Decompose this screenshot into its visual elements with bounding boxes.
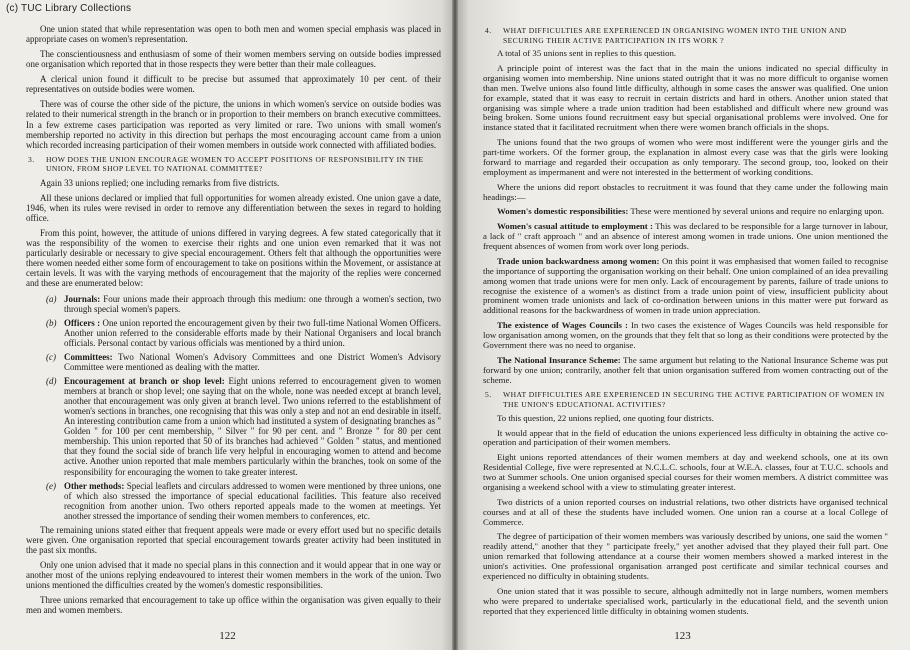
item-text: Special leaflets and circulars addressed to women were mentioned by three unions, one of which also stressed the importance of special educational facilities. This feature also received recognition from another union. Two others reported appeals made to the women at meetings. Yet another stressed the importance of sending their women members to conferences, etc. xyxy=(64,480,441,521)
item-marker: (c) xyxy=(46,351,56,362)
paragraph: One union stated that it was possible to secure, although admittedly not in large numbers, women members who were prepared to undertake specialised work, particularly in the educational field, and the seventh union reported that they experienced little difficulty in obtaining women students. xyxy=(483,585,888,616)
question-number: 5. xyxy=(485,390,492,400)
item-heading: Committees: xyxy=(64,351,113,362)
question-3-heading xyxy=(26,155,441,174)
right-page xyxy=(455,0,910,650)
item-text: Four unions made their approach through this medium: one through a women's section, two through special women's papers. xyxy=(64,293,441,314)
question-text: WHAT DIFFICULTIES ARE EXPERIENCED IN ORGANISING WOMEN INTO THE UNION AND SECURING THEIR ACTIVE PARTICIPATION IN ITS WORK ? xyxy=(503,26,847,45)
question-number: 4. xyxy=(485,26,492,35)
paragraph: The remaining unions stated either that frequent appeals were made or every effort used but no specific details were given. One organisation reported that special encouragement towards greater activity had been instituted in the past six months. xyxy=(26,524,441,555)
paragraph: The conscientiousness and enthusiasm of some of their women members serving on outside bodies impressed one organisation which reported that in those respects they were better than their male colleagues. xyxy=(26,49,441,70)
paragraph: To this question, 22 unions replied, one quoting four districts. xyxy=(497,412,714,423)
obstacle-backwardness xyxy=(483,257,888,316)
paragraph: One union stated that while representation was open to both men and women special emphasis was placed in appropriate cases on women's representation. xyxy=(26,24,441,45)
obstacle-text: The same argument but relating to the National Insurance Scheme was put forward by one union; contrarily, another felt that union organisation suffered from women contracting out of the scheme. xyxy=(483,354,888,385)
question-4-heading xyxy=(483,26,888,45)
paragraph: All these unions declared or implied that full opportunities for women already existed. One union gave a date, 1946, when its rules were revised in order to remove any differentiation between the sexes in regard to holding office. xyxy=(26,192,441,224)
item-marker: (e) xyxy=(46,480,56,491)
page-number: 122 xyxy=(219,630,236,642)
item-marker: (a) xyxy=(46,293,57,304)
obstacle-heading: Trade union backwardness among women: xyxy=(497,255,660,266)
obstacle-text: In two cases the existence of Wages Councils was held responsible for low organisation among women, on the grounds that they felt that so long as their conditions were protected by the Government there was no need to organise. xyxy=(483,320,888,350)
encouragement-methods-list xyxy=(26,294,441,521)
item-marker: (d) xyxy=(46,375,57,386)
item-heading: Encouragement at branch or shop level: xyxy=(64,375,225,386)
list-item-committees xyxy=(26,352,441,372)
paragraph: From this point, however, the attitude of unions differed in varying degrees. A few stated categorically that it was the responsibility of the women to exercise their rights and one union even remarked that it was not particularly desirable or necessary to give special encouragement. Others felt that although the opportunities were there women needed either some form of encouragement to take on positions within the Movement, or assistance at certain levels. It was with the varying methods of encouragement that the majority of the replies were concerned and these are enumerated below: xyxy=(26,228,441,289)
question-text: WHAT DIFFICULTIES ARE EXPERIENCED IN SECURING THE ACTIVE PARTICIPATION OF WOMEN IN THE UNION'S EDUCATIONAL ACTIVITIES? xyxy=(503,390,885,410)
list-item-branch-level xyxy=(26,376,441,477)
paragraph: The degree of participation of their women members was variously described by unions, one said the women " readily attend," another that they " participate freely," yet another advised that they played their full part. One union remarked that following attendance at a course their women members showed a marked interest in the union's activities. One professional organisation arranged post certificate and similar technical courses and experienced no difficulty in obtaining students. xyxy=(483,531,888,581)
obstacle-domestic xyxy=(483,207,888,217)
question-number: 3. xyxy=(28,154,35,164)
paragraph: Eight unions reported attendances of their women members at day and weekend schools, one at its own Residential College, five were represented at N.C.L.C. schools, four at W.E.A. classes, four at T.U.C. schools and two at Summer schools. One union organised special courses for their women members. A district committee was organising a weekend school with a view to stimulating greater interest. xyxy=(483,452,888,492)
obstacle-heading: The existence of Wages Councils : xyxy=(497,320,628,331)
item-heading: Journals: xyxy=(64,293,101,304)
left-intro-paragraphs xyxy=(26,24,441,150)
item-text: One union reported the encouragement given by their two full-time National Women Officers. Another union referred to the considerable efforts made by their National Organisers and local branch officials. Personal contact by various officials was mentioned by a third union. xyxy=(64,317,441,348)
copyright-watermark: (c) TUC Library Collections xyxy=(6,3,132,14)
item-heading: Officers : xyxy=(64,317,101,328)
question-5-heading xyxy=(483,390,888,409)
paragraph: Only one union advised that it made no special plans in this connection and it would appear that in one way or another most of the unions replying endeavoured to interest their women members in the work of the union. Two unions mentioned the difficulties created by the women's domestic responsibilities. xyxy=(26,560,441,591)
list-item-journals xyxy=(26,294,441,314)
list-item-other-methods xyxy=(26,481,441,521)
paragraph: A principle point of interest was the fact that in the main the unions indicated no special difficulty in organising women into membership. Nine unions stated outright that it was no more difficult to organise women than men. Twelve unions also found little difficulty, although in some cases the answer was qualified. One union for example, stated that it was easy to recruit in certain districts and hard in others. Another union stated that organising was simple where a trade union tradition had been established and difficult where new ground was being broken. Some unions found recruitment easy but special organisational problems were involved. One for instance stated that it facilitated recruitment when there were women branch officials in the shops. xyxy=(483,63,888,133)
question-text: HOW DOES THE UNION ENCOURAGE WOMEN TO ACCEPT POSITIONS OF RESPONSIBILITY IN THE UNION, FROM SHOP LEVEL TO NATIONAL COMMITTEE? xyxy=(46,154,424,174)
obstacle-text: On this point it was emphasised that women failed to recognise the importance of supporting the organisation working on their behalf. One union complained of an idea prevailing among women that trade unions were for men only. Lack of encouragement by parents, failure of trade unions to recognise the existence of a women's as distinct from a trade union point of view, insufficient publicity about prominent women trade unionists and lack of co-ordination between unions in this matter were put forward as additional reasons for the backwardness of women in trade union appreciation. xyxy=(483,255,888,316)
obstacle-heading: The National Insurance Scheme: xyxy=(497,354,621,365)
obstacle-text: This was declared to be responsible for a large turnover in labour, a lack of " craft approach " and an absence of interest among women in trade unions. One union mentioned the frequent absences of women from work over long periods. xyxy=(483,221,888,252)
item-text: Eight unions referred to encouragement given to women members at branch or shop level; one saying that on the whole, none was needed except at branch level, another that encouragement was only given at branch level. Two unions referred to the establishment of women's sections in branches, one recognising that this was only a step and not an end desirable in itself. An interesting contribution came from a union which had instituted a system of designating branches as " Golden " for 100 per cent membership, " Silver " for 90 per cent. and " Bronze " for 80 per cent membership. This union reported that 50 of its branches had achieved " Golden " status, and mentioned that they found the social side of branch life very helpful in encouraging women to attend and become active. Another union reported that male members particularly within the branches, took on some of the responsibility for encouraging the women to take greater interest. xyxy=(64,375,441,477)
paragraph: Again 33 unions replied; one including remarks from five districts. xyxy=(40,177,280,188)
obstacle-text: These were mentioned by several unions and require no enlarging upon. xyxy=(628,206,885,217)
obstacle-heading: Women's casual attitude to employment : xyxy=(497,221,653,232)
obstacle-national-insurance xyxy=(483,356,888,386)
obstacle-heading: Women's domestic responsibilities: xyxy=(497,206,629,217)
book-gutter xyxy=(452,0,458,650)
item-text: Two National Women's Advisory Committees and one District Women's Advisory Committee were mentioned as dealing with the matter. xyxy=(64,351,441,372)
item-heading: Other methods: xyxy=(64,480,125,491)
paragraph: A total of 35 unions sent in replies to this question. xyxy=(497,48,677,59)
obstacle-headings xyxy=(483,207,888,385)
obstacle-wages-councils xyxy=(483,321,888,351)
list-item-officers xyxy=(26,318,441,348)
paragraph: Two districts of a union reported courses on industrial relations, two other districts have organised technical courses and at all of these the students have included women. One union ran a course at a local College of Commerce. xyxy=(483,496,888,527)
paragraph: A clerical union found it difficult to be precise but assumed that approximately 10 per cent. of their representatives on outside bodies were women. xyxy=(26,74,441,95)
paragraph: The unions found that the two groups of women who were most indifferent were the younger girls and the part-time workers. Of the former group, the explanation in almost every case was that the girls were looking forward to marriage and regarded their occupation as only temporary. The second group, too, looked on their employment as impermanent and were not interested in the betterment of working conditions. xyxy=(483,137,888,177)
page-number: 123 xyxy=(674,630,691,642)
paragraph: There was of course the other side of the picture, the unions in which women's service on outside bodies was related to their numerical strength in the branch or in proportion to their members on branch executive committees. In a few extreme cases participation was reported as very limited or rare. Two unions with small women's membership reported no activity in this direction but perhaps the most encouraging account came from a union which recorded increasing participation of their women members in outside work connected with affiliated bodies. xyxy=(26,99,441,150)
paragraph: Three unions remarked that encouragement to take up office within the organisation was given equally to their men and women members. xyxy=(26,595,441,616)
obstacle-casual-attitude xyxy=(483,222,888,252)
paragraph: It would appear that in the field of education the unions experienced less difficulty in obtaining the active co-operation and participation of their women members. xyxy=(483,427,888,448)
item-marker: (b) xyxy=(46,317,57,328)
paragraph: Where the unions did report obstacles to recruitment it was found that they came under the following main headings:— xyxy=(483,181,888,202)
